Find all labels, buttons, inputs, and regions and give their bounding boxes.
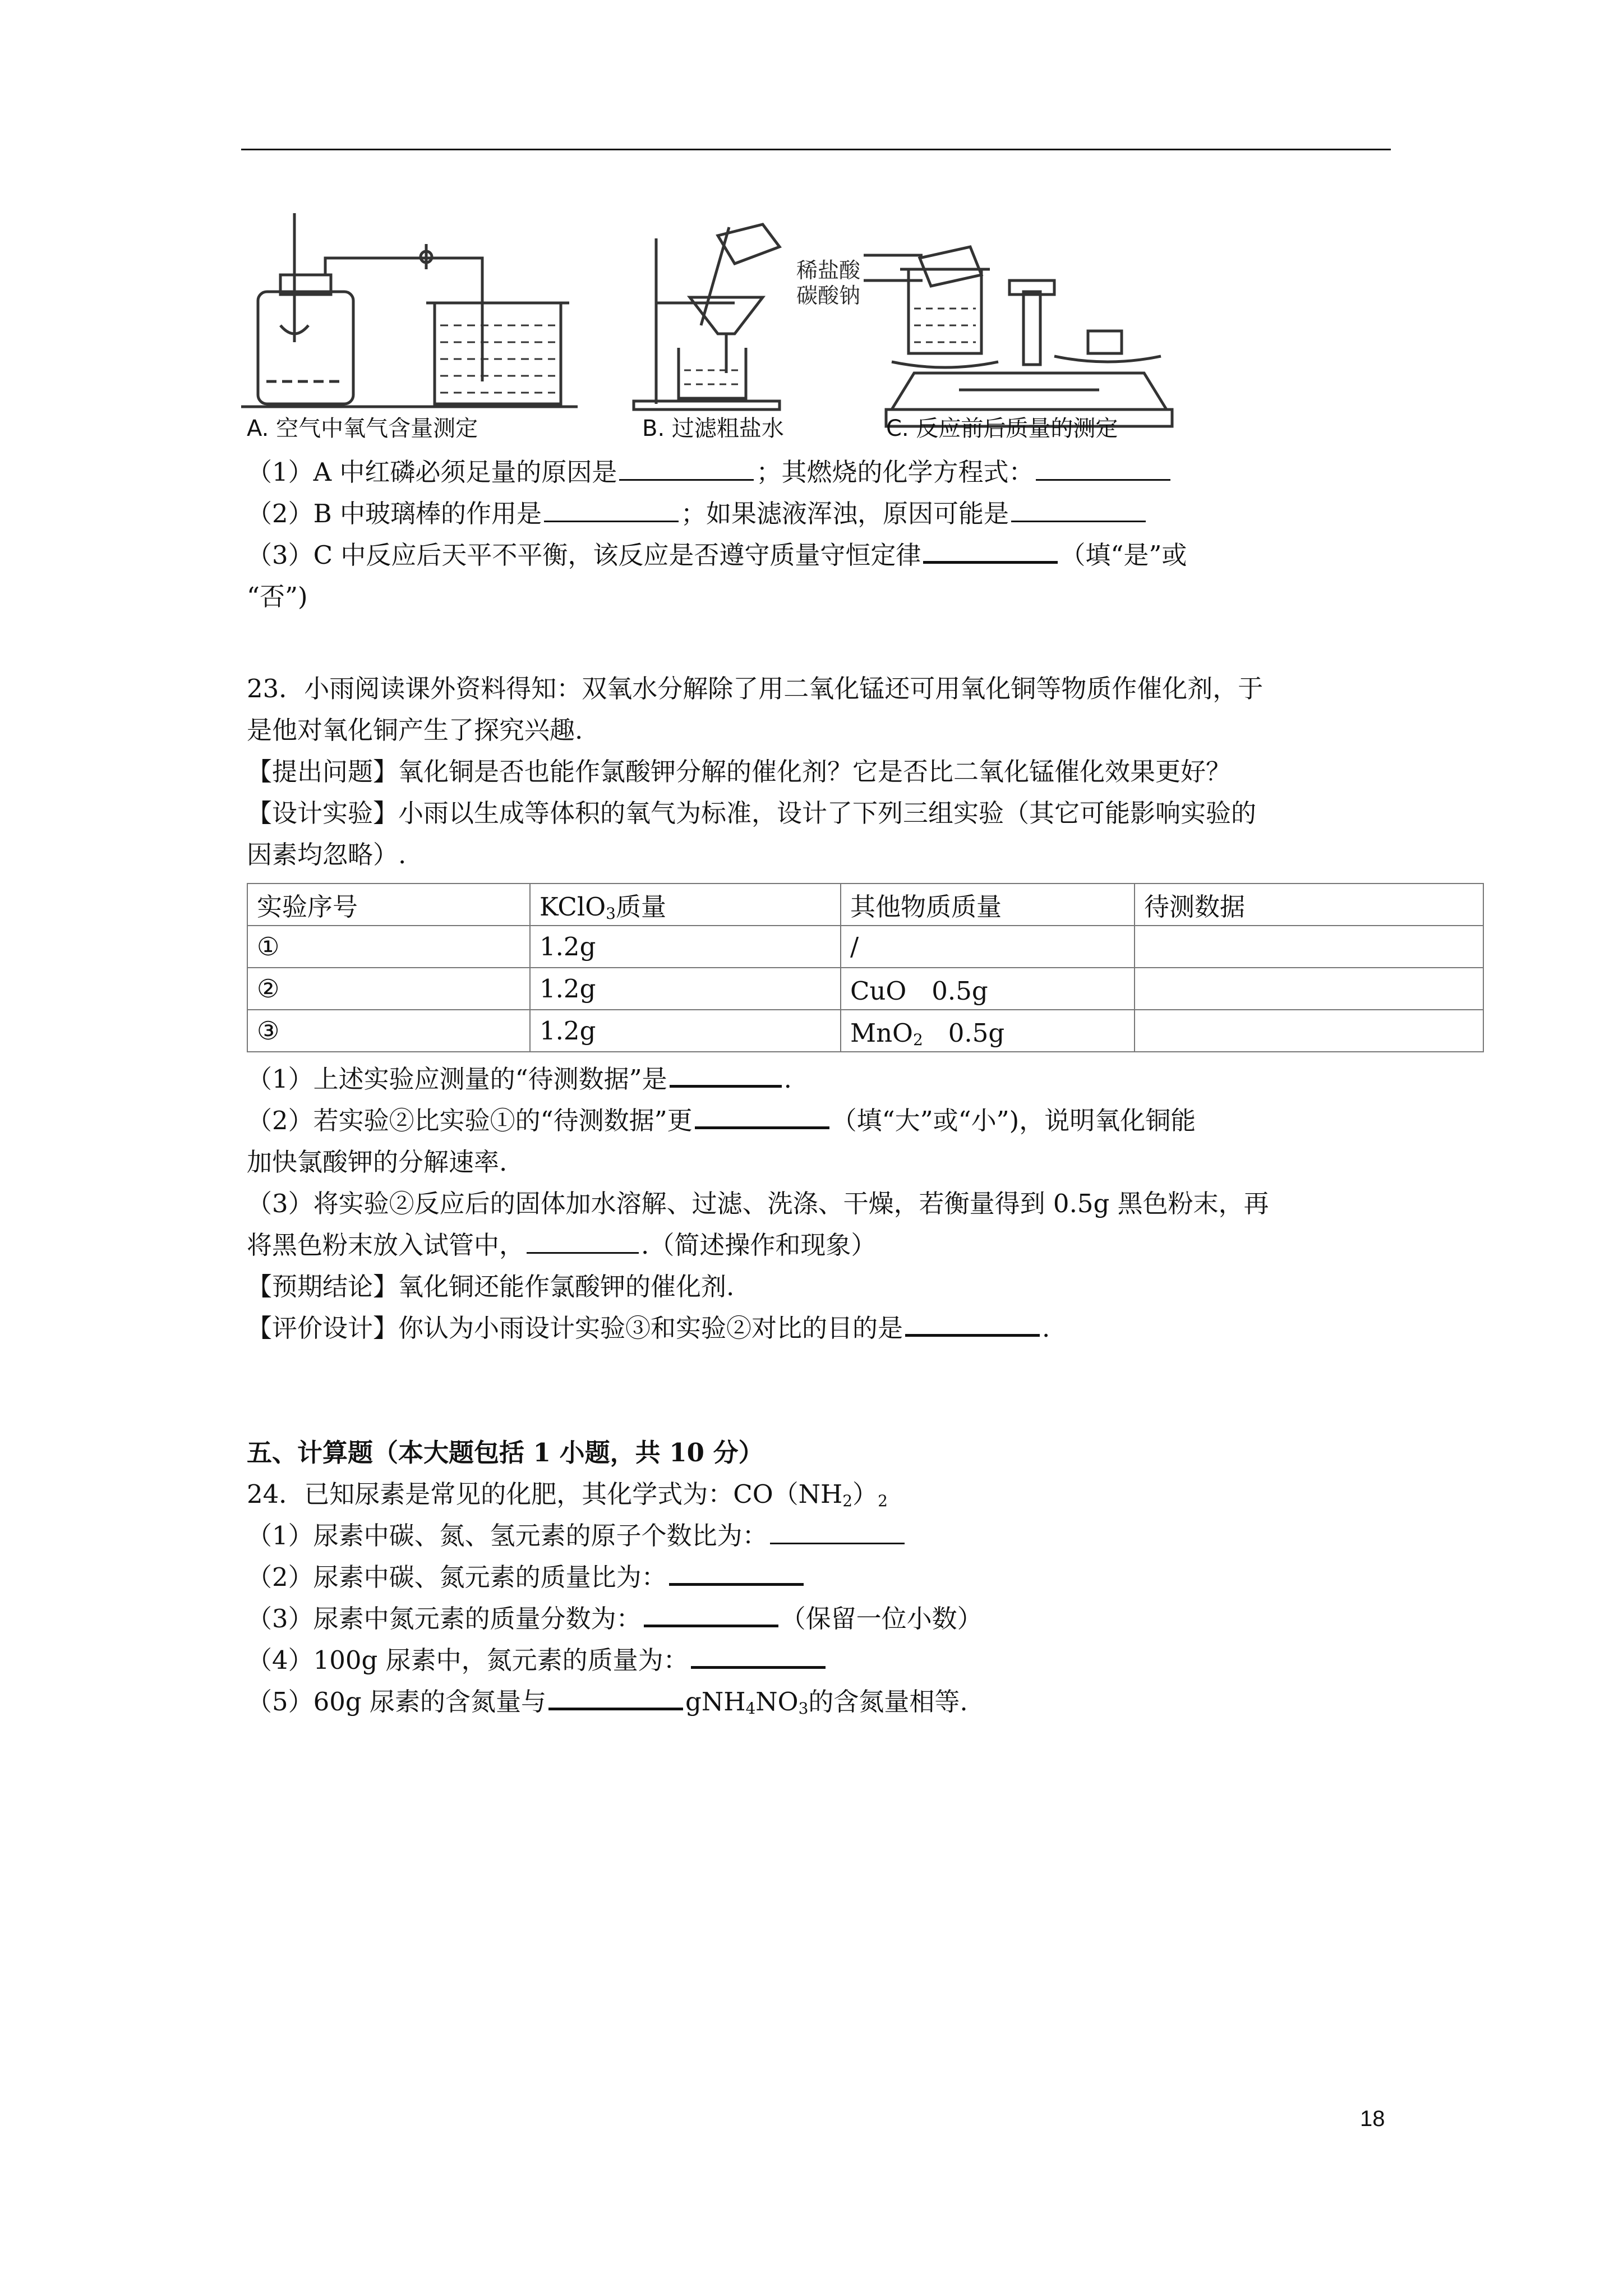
q23-answer-blank-1[interactable]: [670, 1062, 782, 1088]
q22-answer-blank-1[interactable]: [619, 457, 754, 481]
q24-s1-line: [247, 1519, 907, 1553]
table-cell: CuO 0.5g: [841, 968, 1135, 1010]
figure-c-balance-apparatus: [864, 247, 1172, 426]
q24-s4: （4）100g 尿素中，氮元素的质量为：: [247, 1645, 689, 1675]
table-cell: 1.2g: [530, 968, 841, 1010]
figure-a-air-oxygen-apparatus: [241, 213, 578, 407]
q23-s1b: .: [783, 1064, 792, 1094]
q23-s2b: （填“大”或“小”)，说明氧化铜能: [831, 1106, 1196, 1135]
table-cell: ③: [247, 1010, 530, 1052]
table-header-cell: 实验序号: [247, 884, 530, 926]
q23-evaluate-tag: 【评价设计】: [247, 1313, 399, 1343]
q23-evaluate-text: 你认为小雨设计实验③和实验②对比的目的是: [398, 1313, 903, 1343]
table-cell: [1135, 968, 1483, 1010]
q22-s3b: （填“是”或: [1060, 540, 1187, 570]
q23-intro-line2: 是他对氧化铜产生了探究兴趣.: [247, 715, 583, 745]
q23-problem-line: [247, 755, 1231, 789]
q24-intro: 24．已知尿素是常见的化肥，其化学式为：$CO(NH_2)_2$: [247, 1479, 888, 1510]
q23-problem-tag: 【提出问题】: [247, 757, 399, 786]
q24-answer-blank-1[interactable]: [770, 1520, 905, 1544]
q23-evaluate-end: .: [1042, 1313, 1050, 1343]
q24-s4-line: [247, 1644, 828, 1677]
figure-a-caption: A. 空气中氧气含量测定: [247, 416, 478, 441]
q24-s2: （2）尿素中碳、氮元素的质量比为：: [247, 1562, 667, 1592]
table-row: [247, 926, 1483, 968]
q23-design-line2: 因素均忽略）.: [247, 840, 407, 869]
section5-title: 五、计算题（本大题包括 1 小题，共 10 分）: [247, 1438, 764, 1467]
table-row: [247, 1010, 1483, 1052]
q23-answer-blank-2[interactable]: [695, 1104, 829, 1129]
q24-s5-line: （5）60g 尿素的含氮量与 $gNH_4NO_3$的含氮量相等.: [247, 1685, 968, 1726]
q23-s3-line: （3）将实验②反应后的固体加水溶解、过滤、洗涤、干燥，若衡量得到 0.5g 黑色粉末，再: [247, 1189, 1269, 1218]
q24-s5a: （5）60g 尿素的含氮量与: [247, 1687, 547, 1717]
q23-design-text: 小雨以生成等体积的氧气为标准，设计了下列三组实验（其它可能影响实验的: [398, 798, 1257, 828]
q23-s1-line: [247, 1062, 792, 1096]
figure-b-filtration-apparatus: [634, 224, 780, 409]
table-cell: 1.2g: [530, 926, 841, 968]
page-number: 18: [1360, 2106, 1385, 2131]
q22-answer-blank-2[interactable]: [1036, 457, 1170, 481]
q22-line1: [247, 455, 1173, 489]
figure-c-label-acid: 稀盐酸: [796, 258, 861, 283]
q23-s2-line: [247, 1104, 1196, 1138]
q22-line3: [247, 539, 1187, 572]
q22-s1a: （1）A 中红磷必须足量的原因是: [247, 457, 617, 487]
q24-answer-blank-4[interactable]: [691, 1644, 826, 1669]
q22-s2b: ；如果滤液浑浊，原因可能是: [681, 499, 1009, 528]
q23-s3c: .（简述操作和现象）: [641, 1230, 877, 1260]
q22-line2: [247, 497, 1148, 531]
table-cell: ②: [247, 968, 530, 1010]
table-cell: MnO$_2$ 0.5g: [841, 1010, 1135, 1052]
q23-conclusion-line: [247, 1270, 734, 1304]
figure-c-label-carbonate: 碳酸钠: [796, 283, 861, 308]
q23-design-tag: 【设计实验】: [247, 798, 399, 828]
table-cell: [1135, 926, 1483, 968]
q24-s3b: （保留一位小数）: [780, 1604, 983, 1634]
q23-intro-line1: 23．小雨阅读课外资料得知：双氧水分解除了用二氧化锰还可用氧化铜等物质作催化剂，于: [247, 674, 1264, 703]
q24-answer-blank-2[interactable]: [669, 1561, 804, 1586]
experiment-table: [247, 883, 1484, 1052]
q24-answer-blank-3[interactable]: [644, 1602, 778, 1627]
figure-b-caption: B. 过滤粗盐水: [642, 416, 784, 441]
q23-s2-line2: 加快氯酸钾的分解速率.: [247, 1147, 508, 1177]
figure-c-caption: C. 反应前后质量的测定: [886, 416, 1118, 441]
q24-s1: （1）尿素中碳、氮、氢元素的原子个数比为：: [247, 1521, 768, 1550]
q23-s3b: 将黑色粉末放入试管中，: [247, 1230, 525, 1260]
table-row: [247, 968, 1483, 1010]
table-header-cell: 待测数据: [1135, 884, 1483, 926]
table-header-row: [247, 884, 1483, 926]
q22-s2a: （2）B 中玻璃棒的作用是: [247, 499, 542, 528]
q24-s3a: （3）尿素中氮元素的质量分数为：: [247, 1604, 642, 1634]
q23-evaluate-line: [247, 1312, 1050, 1345]
q23-problem-text: 氧化铜是否也能作氯酸钾分解的催化剂？它是否比二氧化锰催化效果更好？: [398, 757, 1232, 786]
q23-conclusion-tag: 【预期结论】: [247, 1272, 399, 1301]
q24-s2-line: [247, 1561, 806, 1594]
table-header-cell: 其他物质质量: [841, 884, 1135, 926]
q23-design-line1: [247, 797, 1256, 830]
q23-s3-line2: [247, 1228, 876, 1262]
table-cell: ①: [247, 926, 530, 968]
q23-answer-blank-3[interactable]: [527, 1230, 639, 1254]
q22-answer-blank-5[interactable]: [923, 539, 1058, 564]
q22-answer-blank-4[interactable]: [1011, 498, 1146, 522]
q24-answer-blank-5[interactable]: [548, 1685, 683, 1710]
q23-s2a: （2）若实验②比实验①的“待测数据”更: [247, 1106, 693, 1135]
q23-conclusion-text: 氧化铜还能作氯酸钾的催化剂.: [398, 1272, 735, 1301]
q22-answer-blank-3[interactable]: [544, 498, 679, 522]
table-cell: [1135, 1010, 1483, 1052]
header-rule: [241, 149, 1391, 150]
q22-line4: “否”): [247, 582, 308, 611]
table-cell: /: [841, 926, 1135, 968]
table-cell: 1.2g: [530, 1010, 841, 1052]
q22-s1b: ；其燃烧的化学方程式：: [756, 457, 1034, 487]
q23-answer-blank-4[interactable]: [905, 1312, 1040, 1337]
table-header-cell: KClO$_3$质量: [530, 884, 841, 926]
q23-s1a: （1）上述实验应测量的“待测数据”是: [247, 1064, 667, 1094]
q22-s3a: （3）C 中反应后天平不平衡，该反应是否遵守质量守恒定律: [247, 540, 921, 570]
q24-s3-line: [247, 1602, 983, 1636]
